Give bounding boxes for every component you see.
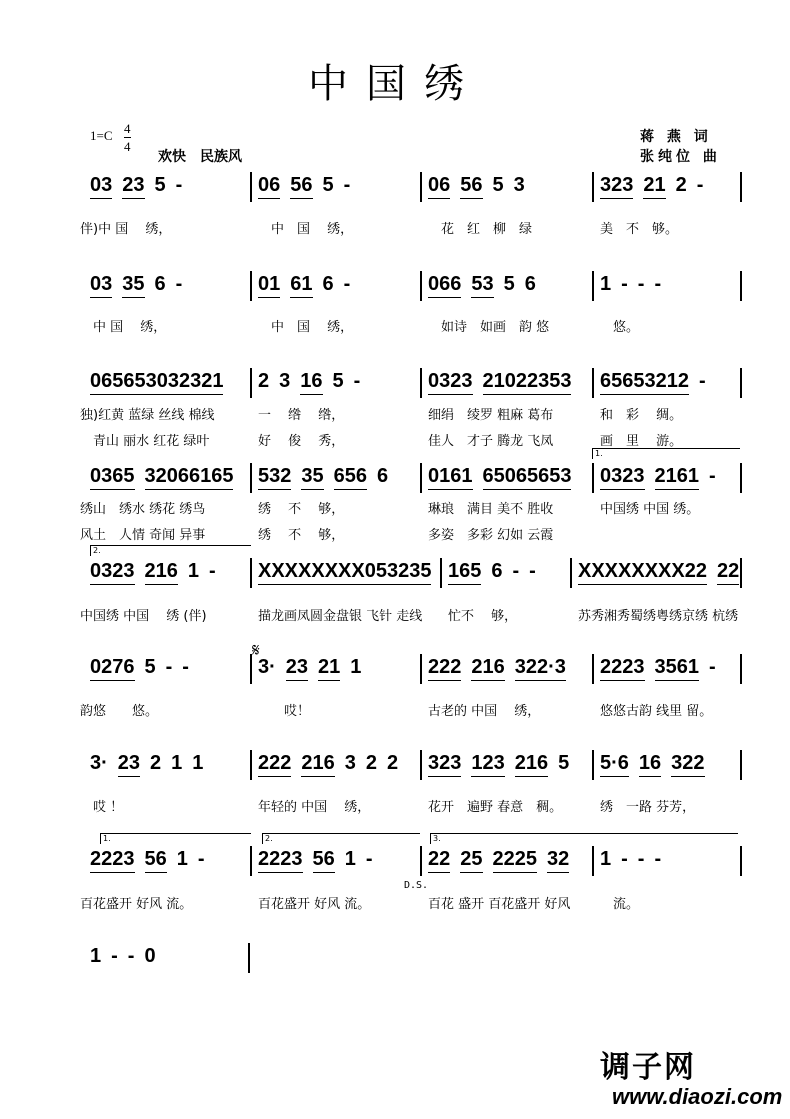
- note-group: 3·: [90, 752, 108, 774]
- note-group: 5: [503, 273, 515, 295]
- measure: [600, 465, 726, 490]
- measure: [258, 752, 408, 777]
- time-bottom: 4: [124, 139, 131, 154]
- barline: [420, 846, 422, 876]
- lyric-line: 描龙画凤圆金盘银 飞针 走线: [258, 609, 423, 624]
- note-group: 065653032321: [90, 370, 223, 395]
- note-group: 5·6: [600, 752, 629, 777]
- note-group: 5: [322, 174, 334, 196]
- note-group: 6: [524, 273, 536, 295]
- barline: [248, 943, 250, 973]
- lyric-line: 花 红 柳 绿: [428, 222, 533, 237]
- note-group: 23: [122, 174, 144, 199]
- note-group: 6: [491, 560, 503, 582]
- barline: [420, 271, 422, 301]
- note-group: 216: [301, 752, 334, 777]
- note-group: -: [111, 945, 118, 967]
- note-group: 1: [192, 752, 204, 774]
- note-group: 5: [154, 174, 166, 196]
- measure: [578, 560, 749, 585]
- barline: [420, 750, 422, 780]
- barline: [420, 172, 422, 202]
- note-group: 22: [717, 560, 739, 585]
- barline: [420, 654, 422, 684]
- volta-3-end: 3.: [430, 833, 738, 844]
- note-group: 6: [322, 273, 334, 295]
- lyric-line: 哎 ！: [80, 800, 124, 815]
- note-group: 35: [122, 273, 144, 298]
- note-group: 1: [187, 560, 199, 582]
- note-group: -: [637, 848, 645, 870]
- note-group: -: [654, 848, 662, 870]
- time-signature: [124, 120, 131, 155]
- note-group: 2223: [258, 848, 303, 873]
- note-group: -: [175, 273, 183, 295]
- note-group: -: [343, 273, 351, 295]
- note-group: 0323: [600, 465, 645, 490]
- note-group: 2223: [90, 848, 135, 873]
- watermark-url: www.diaozi.com: [612, 1084, 783, 1109]
- barline: [250, 654, 252, 684]
- note-group: 21022353: [483, 370, 572, 395]
- lyric-line: 百花盛开 好风 流。: [80, 897, 193, 912]
- measure: [90, 273, 192, 298]
- lyric-line: 韵悠 悠。: [80, 704, 159, 719]
- note-group: 2: [387, 752, 399, 774]
- note-group: 0323: [90, 560, 135, 585]
- note-group: 066: [428, 273, 461, 298]
- measure: [600, 174, 713, 199]
- barline: [740, 271, 742, 301]
- note-group: 25: [460, 848, 482, 873]
- lyric-line: 悠。: [600, 320, 640, 335]
- lyric-line: 多姿 多彩 幻如 云霞: [428, 528, 554, 543]
- dal-segno: D.S.: [404, 880, 429, 891]
- note-group: 0276: [90, 656, 135, 681]
- note-group: 2: [365, 752, 377, 774]
- note-group: 3561: [655, 656, 700, 681]
- barline: [592, 654, 594, 684]
- note-group: XXXXXXXX053235: [258, 560, 431, 585]
- note-group: 656: [334, 465, 367, 490]
- volta-2: 2.: [90, 545, 251, 556]
- note-group: 21: [643, 174, 665, 199]
- note-group: 123: [471, 752, 504, 777]
- measure: [258, 560, 441, 585]
- note-group: -: [709, 465, 716, 487]
- note-group: -: [637, 273, 645, 295]
- lyric-line: 佳人 才子 腾龙 飞凤: [428, 434, 554, 449]
- note-group: 323: [428, 752, 461, 777]
- lyric-line: 绣 一路 芬芳，: [600, 800, 696, 815]
- lyric-line: 中 国 绣，: [80, 320, 167, 335]
- lyric-line: 绣山 绣水 绣花 绣鸟: [80, 502, 206, 517]
- measure: [258, 656, 371, 681]
- note-group: 5: [492, 174, 504, 196]
- note-group: 16: [300, 370, 322, 395]
- note-group: 165: [448, 560, 481, 585]
- note-group: 322·3: [515, 656, 566, 681]
- note-group: -: [654, 273, 662, 295]
- note-group: -: [709, 656, 716, 678]
- lyric-line: 伴)中 国 绣，: [80, 222, 172, 237]
- note-group: -: [696, 174, 704, 196]
- measure: [428, 848, 579, 873]
- barline: [740, 750, 742, 780]
- note-group: 216: [471, 656, 504, 681]
- note-group: 323: [600, 174, 633, 199]
- note-group: 1: [344, 848, 356, 870]
- note-group: 56: [460, 174, 482, 199]
- note-group: 2: [258, 370, 270, 392]
- note-group: 1: [171, 752, 183, 774]
- barline: [250, 463, 252, 493]
- note-group: 03: [90, 174, 112, 199]
- barline: [250, 750, 252, 780]
- note-group: 3: [279, 370, 291, 392]
- measure: [90, 370, 233, 395]
- note-group: -: [512, 560, 520, 582]
- note-group: 56: [290, 174, 312, 199]
- measure: [428, 174, 535, 199]
- lyric-line: 流。: [600, 897, 640, 912]
- measure: [258, 273, 360, 298]
- tempo-marking: 欢快 民族风: [158, 149, 242, 165]
- note-group: 2223: [600, 656, 645, 681]
- watermark-logo: 调子网: [600, 1050, 696, 1085]
- note-group: 1: [350, 656, 362, 678]
- measure: [90, 656, 199, 681]
- note-group: -: [209, 560, 216, 582]
- note-group: 32: [547, 848, 569, 873]
- note-group: 5: [332, 370, 344, 392]
- note-group: 35: [301, 465, 323, 490]
- note-group: -: [365, 848, 373, 870]
- lyric-line: 青山 丽水 红花 绿叶: [80, 434, 210, 449]
- note-group: -: [529, 560, 536, 582]
- note-group: -: [175, 174, 183, 196]
- note-group: 2: [675, 174, 687, 196]
- note-group: 23: [118, 752, 140, 777]
- measure: [90, 465, 243, 490]
- barline: [592, 172, 594, 202]
- note-group: 56: [145, 848, 167, 873]
- note-group: 3: [513, 174, 525, 196]
- note-group: -: [698, 370, 706, 392]
- lyric-line: 花开 遍野 春意 稠。: [428, 800, 563, 815]
- note-group: 1: [600, 848, 612, 870]
- measure: [90, 752, 213, 777]
- volta-1-end: 1.: [100, 833, 251, 844]
- lyric-line: 风土 人情 奇闻 异事: [80, 528, 206, 543]
- measure: [600, 752, 715, 777]
- note-group: -: [197, 848, 205, 870]
- note-group: 6: [154, 273, 166, 295]
- note-group: 216: [145, 560, 178, 585]
- measure: [428, 370, 581, 395]
- note-group: 21: [318, 656, 340, 681]
- lyric-line: 中国绣 中国 绣 (伴): [80, 609, 207, 624]
- note-group: 22: [428, 848, 450, 873]
- measure: [428, 752, 579, 777]
- barline: [592, 368, 594, 398]
- note-group: 1: [600, 273, 612, 295]
- note-group: 32066165: [145, 465, 234, 490]
- lyric-line: 和 彩 绸。: [600, 408, 683, 423]
- measure: [428, 656, 576, 681]
- measure: [600, 273, 671, 296]
- barline: [592, 846, 594, 876]
- note-group: 532: [258, 465, 291, 490]
- barline: [740, 172, 742, 202]
- barline: [420, 368, 422, 398]
- measure: [428, 465, 581, 490]
- note-group: 5: [558, 752, 570, 774]
- lyric-line: 百花盛开 好风 流。: [258, 897, 371, 912]
- lyric-line: 中 国 绣，: [258, 320, 354, 335]
- note-group: 61: [290, 273, 312, 298]
- note-group: -: [621, 273, 628, 295]
- note-group: 0: [144, 945, 156, 967]
- measure: [600, 656, 726, 681]
- song-title: 中国绣: [308, 61, 482, 107]
- note-group: 65653212: [600, 370, 689, 395]
- note-group: 2161: [655, 465, 700, 490]
- measure: [90, 945, 166, 968]
- barline: [740, 654, 742, 684]
- note-group: XXXXXXXX22: [578, 560, 707, 585]
- note-group: 01: [258, 273, 280, 298]
- note-group: -: [127, 945, 135, 967]
- lyric-line: 古老的 中国 绣，: [428, 704, 541, 719]
- lyric-line: 好 俊 秀，: [258, 434, 345, 449]
- note-group: -: [353, 370, 361, 392]
- lyric-line: 苏秀湘秀蜀绣粤绣京绣 杭绣: [578, 609, 739, 624]
- note-group: -: [343, 174, 351, 196]
- barline: [250, 368, 252, 398]
- lyricist: 蒋 燕 词: [640, 129, 712, 145]
- time-top: 4: [124, 121, 131, 136]
- barline: [250, 172, 252, 202]
- note-group: 322: [671, 752, 704, 777]
- measure: [600, 370, 716, 395]
- key-signature: 1=C: [90, 128, 113, 143]
- lyric-line: 忙不 够，: [448, 609, 518, 624]
- lyric-line: 美 不 够。: [600, 222, 679, 237]
- note-group: 23: [286, 656, 308, 681]
- lyric-line: 独)红黄 蓝绿 丝线 棉线: [80, 408, 215, 423]
- barline: [250, 558, 252, 588]
- lyric-line: 如诗 如画 韵 悠: [428, 320, 550, 335]
- barline: [420, 463, 422, 493]
- note-group: 1: [176, 848, 188, 870]
- barline: [570, 558, 572, 588]
- note-group: 56: [313, 848, 335, 873]
- note-group: 16: [639, 752, 661, 777]
- note-group: 06: [258, 174, 280, 199]
- note-group: 5: [144, 656, 156, 678]
- note-group: 3: [344, 752, 356, 774]
- note-group: -: [182, 656, 189, 678]
- measure: [90, 560, 226, 585]
- measure: [258, 465, 398, 490]
- segno-sign: 𝄋: [252, 640, 260, 661]
- lyric-line: 绣 不 够，: [258, 528, 345, 543]
- measure: [448, 560, 546, 585]
- measure: [258, 174, 360, 199]
- measure: [258, 848, 383, 873]
- lyric-line: 哎！: [258, 704, 311, 719]
- lyric-line: 百花 盛开 百花盛开 好风: [428, 897, 571, 912]
- measure: [428, 273, 546, 298]
- measure: [600, 848, 671, 871]
- lyric-line: 琳琅 满目 美不 胜收: [428, 502, 554, 517]
- lyric-line: 中国绣 中国 绣。: [600, 502, 700, 517]
- lyric-line: 一 绺 绺，: [258, 408, 345, 423]
- note-group: 0161: [428, 465, 473, 490]
- lyric-line: 画 里 游。: [600, 434, 683, 449]
- barline: [740, 846, 742, 876]
- barline: [740, 368, 742, 398]
- barline: [250, 846, 252, 876]
- note-group: 1: [90, 945, 102, 967]
- note-group: -: [165, 656, 173, 678]
- lyric-line: 悠悠古韵 线里 留。: [600, 704, 713, 719]
- note-group: 0323: [428, 370, 473, 395]
- lyric-line: 中 国 绣，: [258, 222, 354, 237]
- measure: [90, 848, 215, 873]
- note-group: 216: [515, 752, 548, 777]
- note-group: 65065653: [483, 465, 572, 490]
- barline: [740, 463, 742, 493]
- composer: 张纯位 曲: [640, 149, 721, 165]
- barline: [250, 271, 252, 301]
- measure: [258, 370, 370, 395]
- note-group: 222: [428, 656, 461, 681]
- note-group: 3·: [258, 656, 276, 678]
- barline: [592, 750, 594, 780]
- note-group: 03: [90, 273, 112, 298]
- note-group: -: [621, 848, 628, 870]
- volta-2-end: 2.: [262, 833, 420, 844]
- lyric-line: 年轻的 中国 绣，: [258, 800, 371, 815]
- note-group: 0365: [90, 465, 135, 490]
- note-group: 2225: [493, 848, 538, 873]
- note-group: 53: [471, 273, 493, 298]
- barline: [592, 271, 594, 301]
- lyric-line: 绣 不 够，: [258, 502, 345, 517]
- note-group: 222: [258, 752, 291, 777]
- note-group: 6: [377, 465, 389, 487]
- lyric-line: 细绢 绫罗 粗麻 葛布: [428, 408, 554, 423]
- note-group: 06: [428, 174, 450, 199]
- measure: [90, 174, 192, 199]
- volta-1: 1.: [592, 448, 740, 459]
- barline: [592, 463, 594, 493]
- note-group: 2: [150, 752, 162, 774]
